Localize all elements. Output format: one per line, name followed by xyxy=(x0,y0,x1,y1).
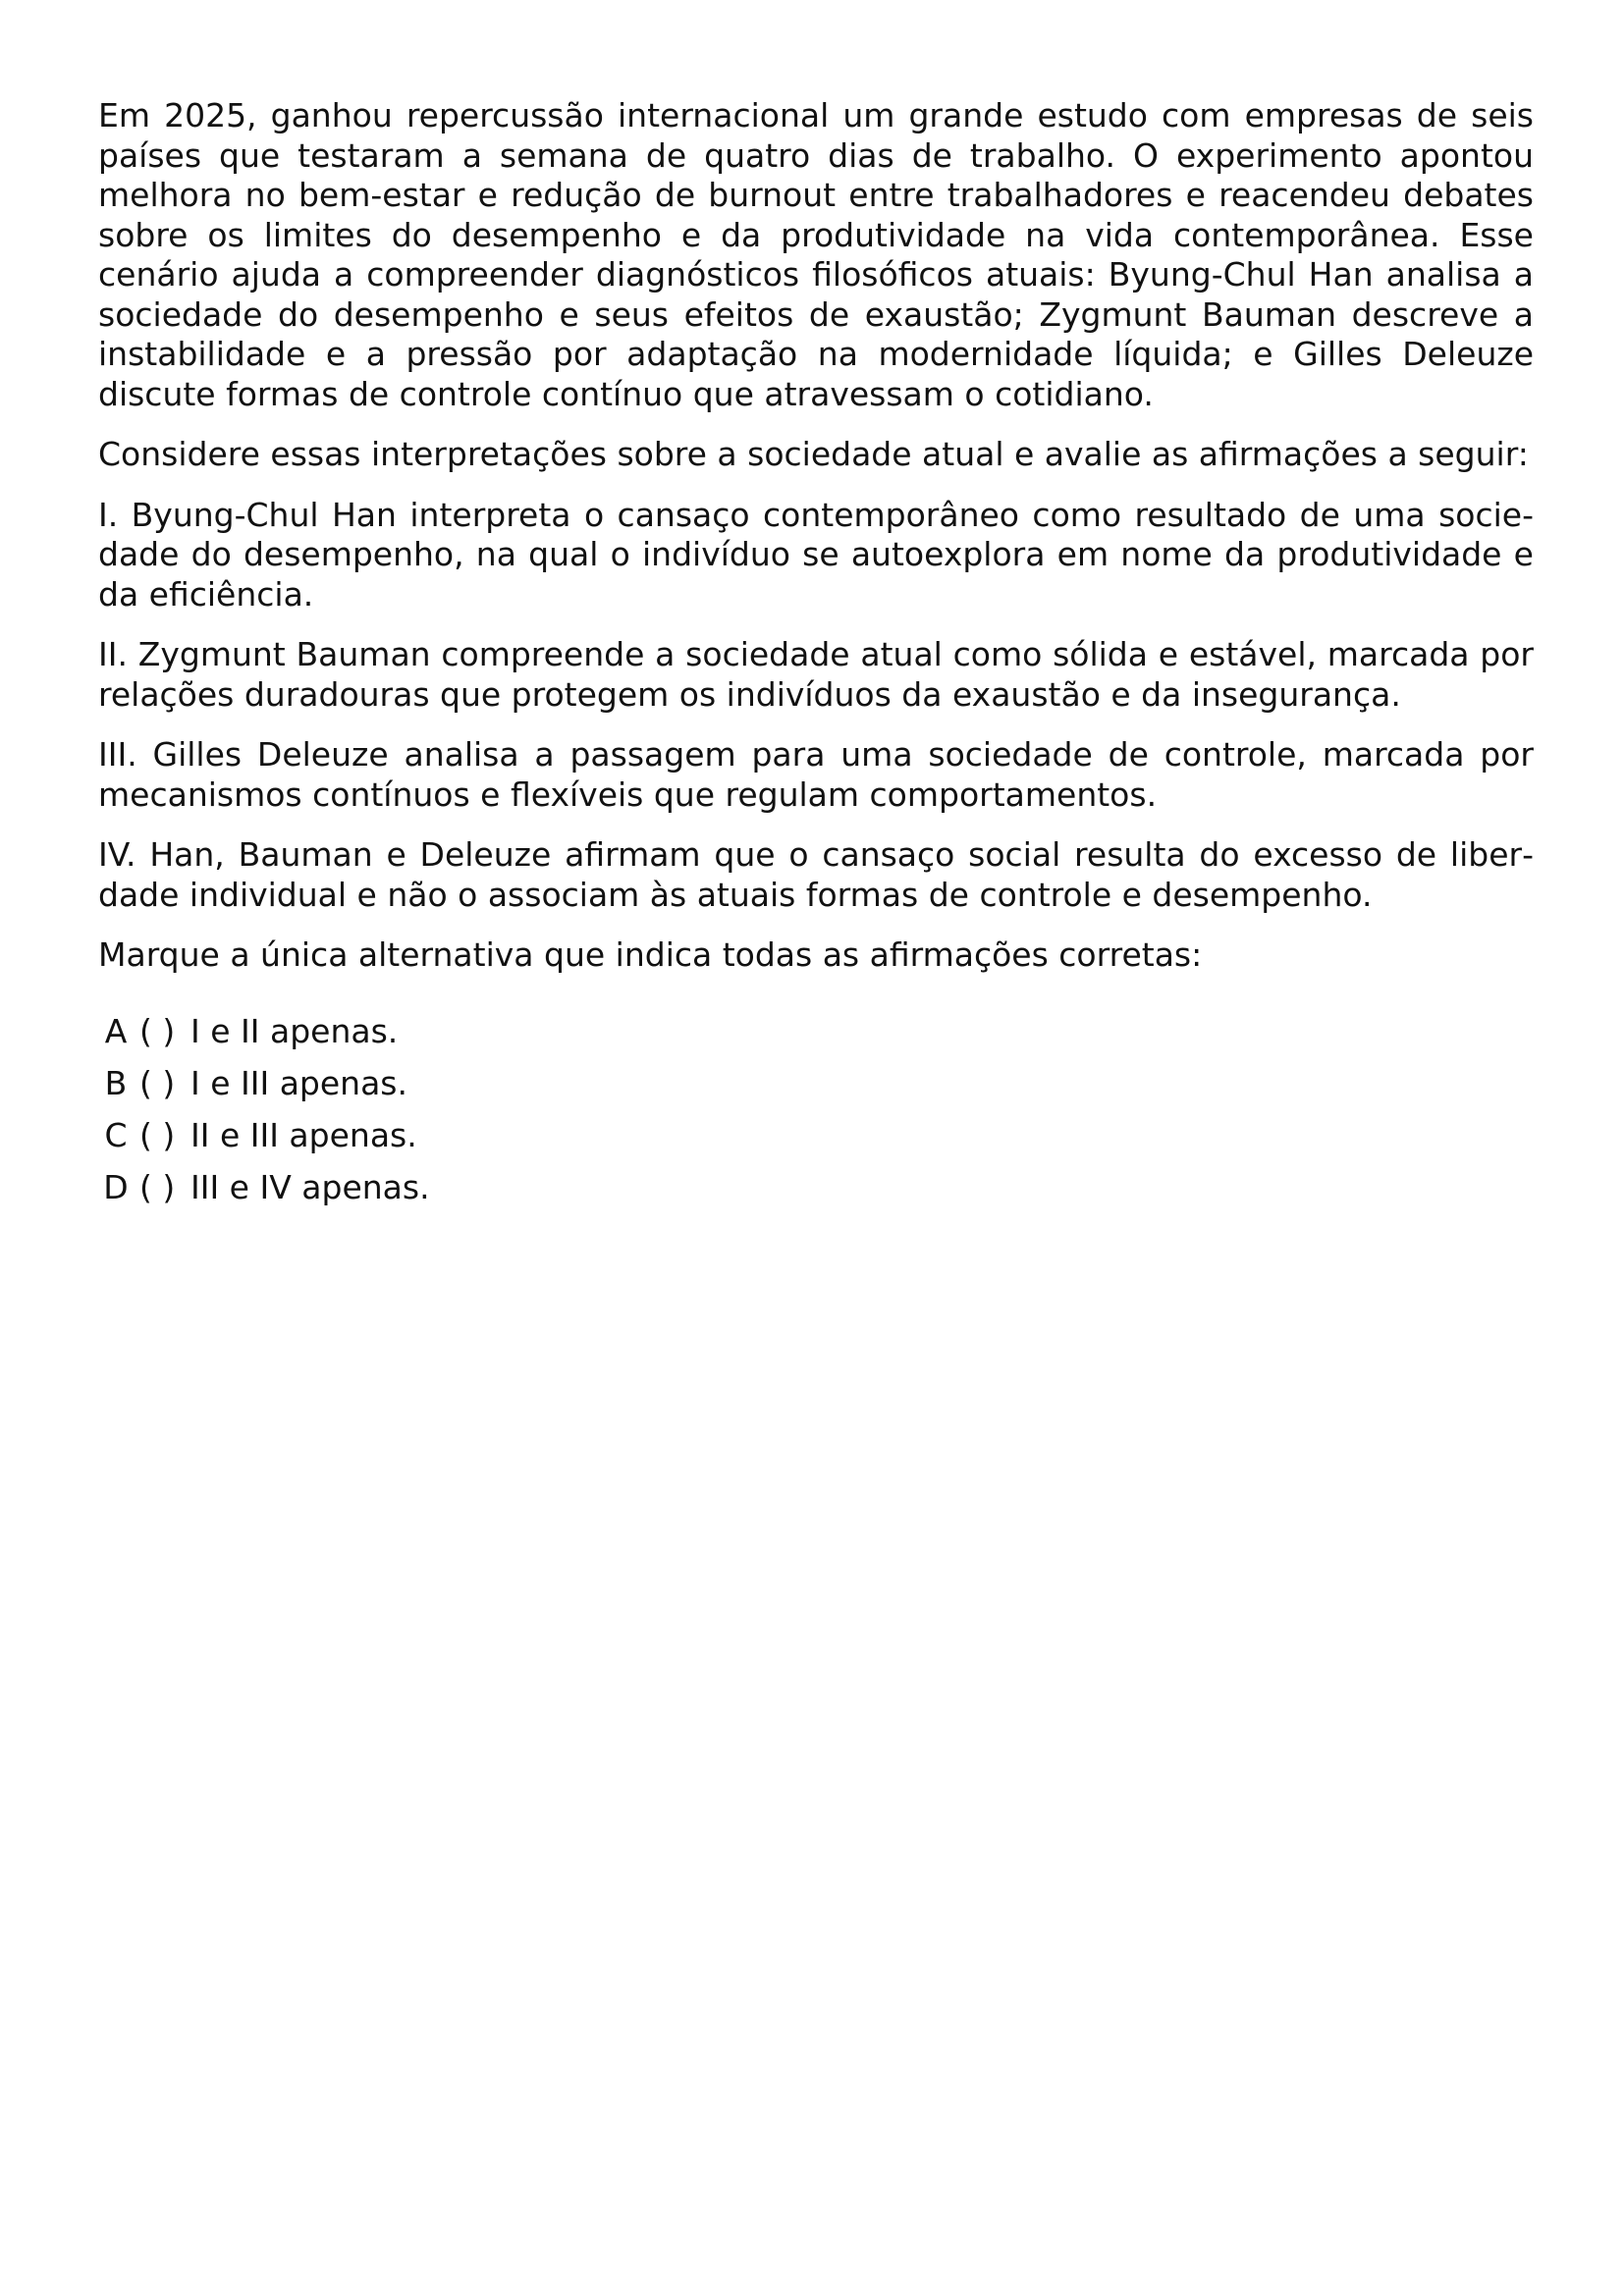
context-paragraph: Em 2025, ganhou repercussão internacional um grande estudo com empresas de seis países que testaram a semana de quatro dias de trabalho. O experimento apontou melhora no bem-estar e redução de burnout entre trabalhadores e reacendeu debates sobre os limites do desempenho e da produtividade na vida contemporânea. Esse cenário ajuda a compreender diagnósticos filosóficos atuais: Byung-Chul Han analisa a sociedade do desempenho e seus efeitos de exaustão; Zygmunt Bauman descreve a instabilidade e a pressão por adaptação na modernidade líquida; e Gilles Deleuze discute formas de controle contínuo que atravessam o cotidiano. xyxy=(98,96,1534,413)
option-label: I e II apenas. xyxy=(190,1011,399,1050)
statement-4: IV. Han, Bauman e Deleuze afirmam que o cansaço social resulta do excesso de liberdade individual e não o associam às atuais formas de controle e desempenho. xyxy=(98,835,1534,914)
statement-1: I. Byung-Chul Han interpreta o cansaço contemporâneo como resultado de uma sociedade do desempenho, na qual o indivíduo se autoexplora em nome da produtividade e da eficiência. xyxy=(98,495,1534,614)
instruction-text: Considere essas interpretações sobre a sociedade atual e avalie as afirmações a seguir: xyxy=(98,435,1529,473)
option-checkbox[interactable]: ( ) xyxy=(139,1063,176,1102)
answer-options xyxy=(98,1005,1534,1213)
statement-3: III. Gilles Deleuze analisa a passagem para uma sociedade de controle, marcada por mecanismos contínuos e flexíveis que regulam comportamentos. xyxy=(98,735,1534,814)
statement-2: II. Zygmunt Bauman compreende a sociedade atual como sólida e estável, marcada por relações duradouras que protegem os indivíduos da exaustão e da insegurança. xyxy=(98,635,1534,714)
option-label: I e III apenas. xyxy=(190,1063,407,1102)
question-block xyxy=(98,96,1534,1213)
option-letter: B xyxy=(104,1063,128,1102)
option-a[interactable] xyxy=(98,1005,1534,1057)
option-checkbox[interactable]: ( ) xyxy=(139,1115,176,1154)
option-d[interactable] xyxy=(98,1161,1534,1213)
option-label: II e III apenas. xyxy=(190,1115,417,1154)
option-b[interactable] xyxy=(98,1057,1534,1109)
option-letter: C xyxy=(104,1115,128,1154)
question-prompt: Marque a única alternativa que indica todas as afirmações corretas: xyxy=(98,935,1203,974)
option-letter: D xyxy=(103,1167,129,1206)
option-checkbox[interactable]: ( ) xyxy=(139,1011,176,1050)
option-checkbox[interactable]: ( ) xyxy=(139,1167,176,1206)
option-letter: A xyxy=(104,1011,128,1050)
option-label: III e IV apenas. xyxy=(190,1167,430,1206)
option-c[interactable] xyxy=(98,1109,1534,1161)
